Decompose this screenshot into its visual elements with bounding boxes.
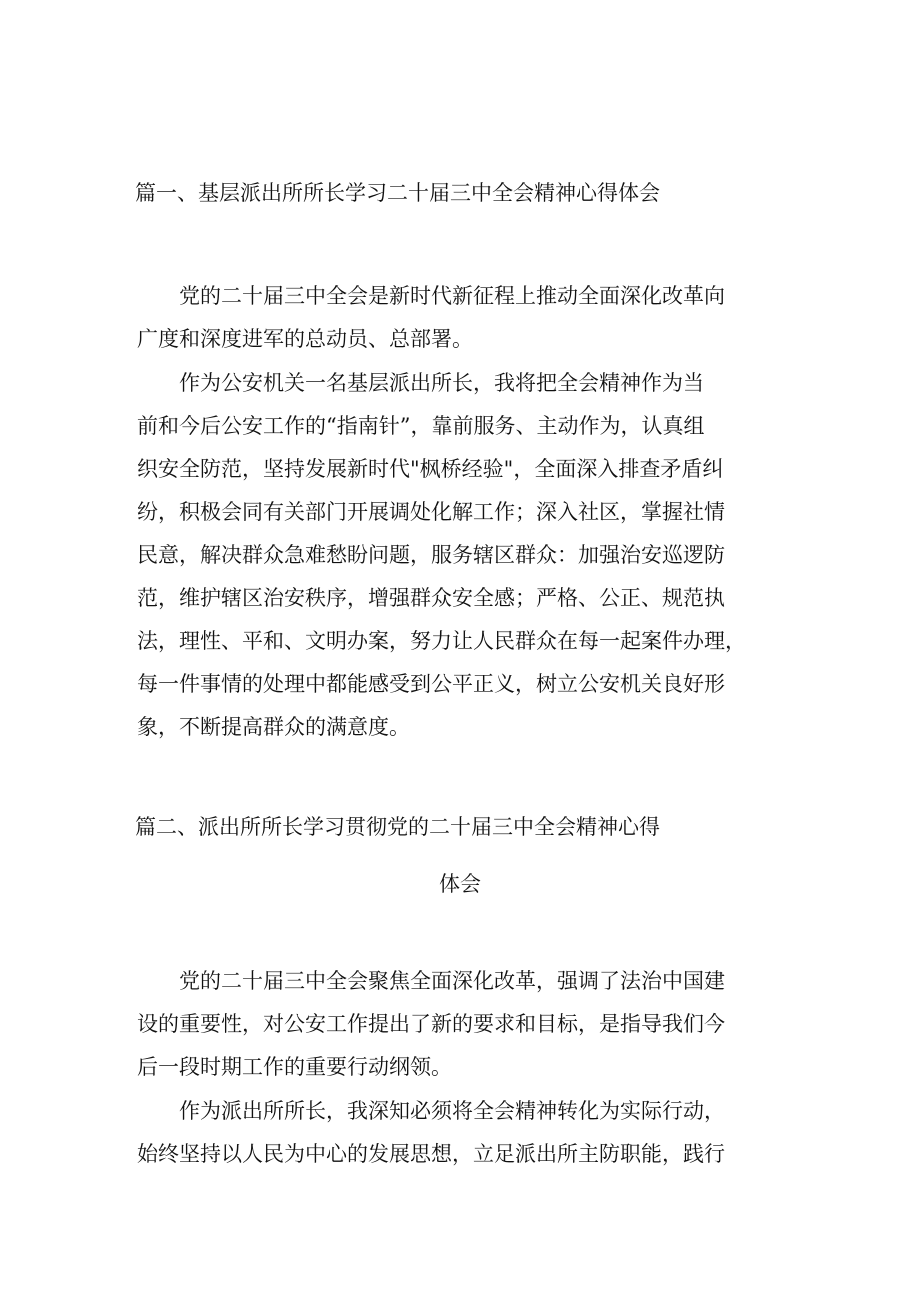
section1-paragraph-1 — [137, 275, 788, 361]
text-line: 法，理性、平和、文明办案，努力让人民群众在每一起案件办理， — [137, 629, 746, 653]
text-line: 后一段时期工作的重要行动纲领。 — [137, 1055, 452, 1079]
section2-paragraph-1 — [137, 960, 788, 1089]
text-line: 党的二十届三中全会是新时代新征程上推动全面深化改革向 — [179, 284, 725, 308]
text-line: 织安全防范，坚持发展新时代"枫桥经验"，全面深入排查矛盾纠 — [137, 457, 724, 481]
text-line: 每一件事情的处理中都能感受到公平正义，树立公安机关良好形 — [137, 672, 725, 696]
text-line: 作为公安机关一名基层派出所长，我将把全会精神作为当 — [179, 371, 704, 395]
text-line: 作为派出所所长，我深知必须将全会精神转化为实际行动， — [179, 1099, 725, 1123]
text-line: 纷，积极会同有关部门开展调处化解工作；深入社区，掌握社情 — [137, 500, 725, 524]
text-line: 广度和深度进军的总动员、总部署。 — [137, 327, 473, 351]
text-line: 党的二十届三中全会聚焦全面深化改革，强调了法治中国建 — [179, 969, 725, 993]
section2-paragraph-2 — [137, 1090, 788, 1176]
text-line: 象，不断提高群众的满意度。 — [137, 715, 410, 739]
section2-title-continued: 体会 — [439, 872, 481, 896]
section1-title: 篇一、基层派出所所长学习二十届三中全会精神心得体会 — [135, 181, 660, 205]
text-line: 设的重要性，对公安工作提出了新的要求和目标，是指导我们今 — [137, 1012, 725, 1036]
text-line: 范，维护辖区治安秩序，增强群众安全感；严格、公正、规范执 — [137, 586, 725, 610]
section2-title: 篇二、派出所所长学习贯彻党的二十届三中全会精神心得 — [135, 815, 660, 839]
text-line: 前和今后公安工作的“指南针”，靠前服务、主动作为，认真组 — [137, 414, 705, 438]
section1-paragraph-2 — [137, 362, 788, 749]
text-line: 民意，解决群众急难愁盼问题，服务辖区群众：加强治安巡逻防 — [137, 543, 725, 567]
text-line: 始终坚持以人民为中心的发展思想，立足派出所主防职能，践行 — [137, 1142, 725, 1166]
